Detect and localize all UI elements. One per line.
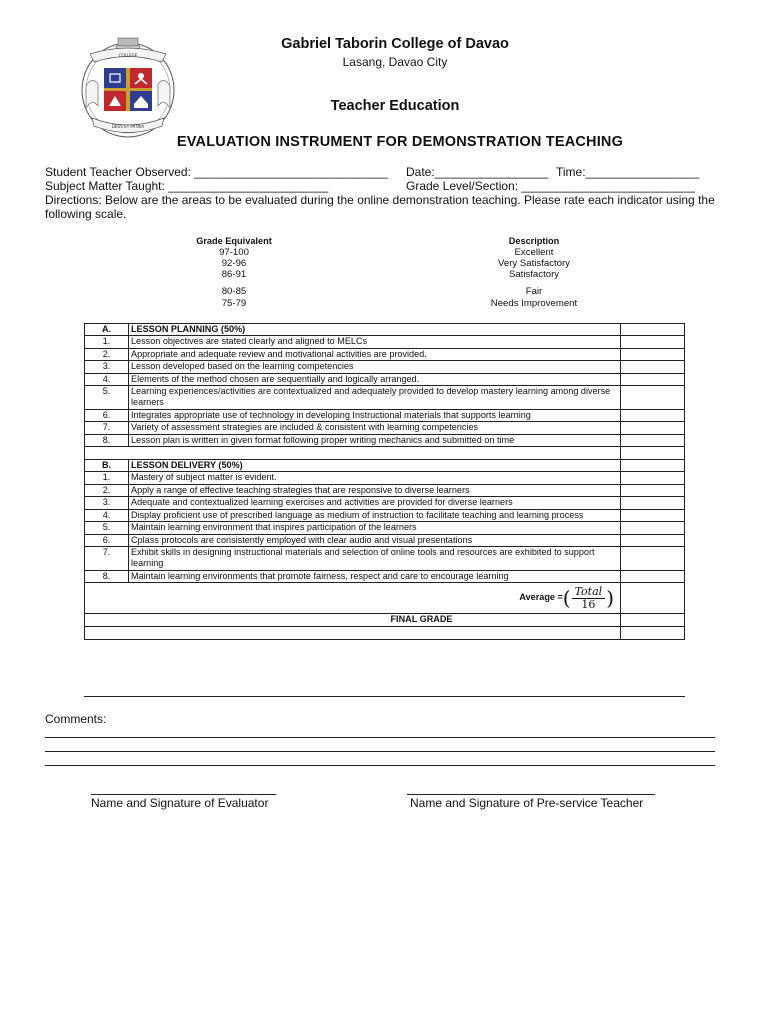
document-title: EVALUATION INSTRUMENT FOR DEMONSTRATION TEACHING bbox=[176, 134, 624, 150]
seal-top-text: COLLEGE bbox=[118, 53, 138, 58]
table-row bbox=[85, 409, 685, 421]
grade-level-field[interactable]: Grade Level/Section: __________________________ bbox=[406, 179, 695, 193]
item-number: 1. bbox=[85, 472, 129, 484]
item-number: 1. bbox=[85, 336, 129, 348]
item-number: 8. bbox=[85, 434, 129, 446]
scale-description: Excellent bbox=[514, 247, 554, 258]
rating-cell[interactable] bbox=[621, 422, 685, 434]
table-row bbox=[85, 472, 685, 484]
comment-line[interactable] bbox=[45, 751, 715, 752]
final-grade-value-cell[interactable] bbox=[621, 614, 685, 626]
rating-cell bbox=[621, 626, 685, 639]
item-number: 6. bbox=[85, 534, 129, 546]
rating-cell[interactable] bbox=[621, 447, 685, 460]
table-row bbox=[85, 422, 685, 434]
evaluator-signature-line[interactable] bbox=[91, 794, 276, 795]
scale-grade: 92-96 bbox=[221, 258, 247, 269]
rating-cell[interactable] bbox=[621, 546, 685, 570]
scale-header-description: Description bbox=[508, 236, 560, 246]
blank-row bbox=[85, 626, 685, 639]
rating-cell[interactable] bbox=[621, 534, 685, 546]
average-label: Average = bbox=[519, 592, 563, 603]
table-row bbox=[85, 434, 685, 446]
scale-grade: 86-91 bbox=[221, 269, 247, 280]
close-paren: ) bbox=[606, 586, 614, 611]
college-seal-logo bbox=[76, 36, 180, 140]
table-row bbox=[85, 336, 685, 348]
table-row bbox=[85, 509, 685, 521]
item-number: 7. bbox=[85, 422, 129, 434]
table-row bbox=[85, 522, 685, 534]
final-grade-row bbox=[85, 614, 685, 626]
rating-cell[interactable] bbox=[621, 522, 685, 534]
open-paren: ( bbox=[562, 586, 571, 611]
item-number: 5. bbox=[85, 386, 129, 410]
table-row bbox=[85, 348, 685, 360]
table-row bbox=[85, 484, 685, 496]
seal-bottom-text: DEUS ET PATRIA bbox=[111, 124, 145, 129]
blank-row bbox=[85, 447, 685, 460]
section-header-lesson-delivery bbox=[85, 460, 685, 472]
item-number: 8. bbox=[85, 570, 129, 582]
rating-cell[interactable] bbox=[621, 409, 685, 421]
average-formula bbox=[519, 586, 614, 611]
average-denominator: 16 bbox=[581, 597, 596, 611]
table-row bbox=[85, 570, 685, 582]
item-text: Lesson plan is written in given format following proper writing mechanics and submitted on time bbox=[129, 434, 621, 446]
item-text: Cplass protocols are consistently employed with clear audio and visual presentations bbox=[129, 534, 621, 546]
rating-cell[interactable] bbox=[621, 460, 685, 472]
section-letter: B. bbox=[85, 460, 129, 472]
section-title: LESSON PLANNING (50%) bbox=[129, 324, 621, 336]
section-letter: A. bbox=[85, 324, 129, 336]
department-name: Teacher Education bbox=[330, 98, 460, 114]
item-text: Integrates appropriate use of technology in developing Instructional materials that supports learning bbox=[129, 409, 621, 421]
college-name: Gabriel Taborin College of Davao bbox=[281, 36, 509, 52]
evaluator-signature-label: Name and Signature of Evaluator bbox=[91, 796, 269, 810]
item-number: 3. bbox=[85, 361, 129, 373]
table-row bbox=[85, 361, 685, 373]
average-fraction bbox=[572, 586, 606, 611]
item-text: Learning experiences/activities are contextualized and adequately provided to develop mastery learning among diverse learners bbox=[129, 386, 621, 410]
item-text: Maintain learning environment that inspires participation of the learners bbox=[129, 522, 621, 534]
rating-cell[interactable] bbox=[621, 348, 685, 360]
scale-description: Fair bbox=[525, 286, 543, 297]
item-text: Maintain learning environments that promote fairness, respect and care to encourage learning bbox=[129, 570, 621, 582]
average-cell bbox=[85, 583, 621, 614]
average-value-cell[interactable] bbox=[621, 583, 685, 614]
scale-header-grade: Grade Equivalent bbox=[196, 236, 272, 246]
rating-cell[interactable] bbox=[621, 386, 685, 410]
rating-cell[interactable] bbox=[621, 361, 685, 373]
date-field[interactable]: Date:_________________ bbox=[406, 165, 549, 179]
table-row bbox=[85, 546, 685, 570]
item-text: Elements of the method chosen are sequentially and logically arranged. bbox=[129, 373, 621, 385]
rating-cell[interactable] bbox=[621, 472, 685, 484]
scale-grade: 75-79 bbox=[221, 298, 247, 309]
item-number: 4. bbox=[85, 373, 129, 385]
rating-cell[interactable] bbox=[621, 434, 685, 446]
section-header-lesson-planning bbox=[85, 324, 685, 336]
average-row bbox=[85, 583, 685, 614]
rating-cell[interactable] bbox=[621, 336, 685, 348]
item-text: Variety of assessment strategies are included & consistent with learning competencies bbox=[129, 422, 621, 434]
item-number: 4. bbox=[85, 509, 129, 521]
scale-grade: 80-85 bbox=[221, 286, 247, 297]
item-text: Lesson developed based on the learning competencies bbox=[129, 361, 621, 373]
rating-cell[interactable] bbox=[621, 324, 685, 336]
rating-cell[interactable] bbox=[621, 570, 685, 582]
time-field[interactable]: Time:_________________ bbox=[556, 165, 700, 179]
college-address: Lasang, Davao City bbox=[342, 55, 448, 69]
scale-description: Very Satisfactory bbox=[498, 258, 570, 269]
item-number: 7. bbox=[85, 546, 129, 570]
scale-grade: 97-100 bbox=[219, 247, 249, 258]
divider-line bbox=[84, 696, 685, 697]
comment-line[interactable] bbox=[45, 765, 715, 766]
preservice-signature-label: Name and Signature of Pre-service Teacher bbox=[410, 796, 644, 810]
comments-label: Comments: bbox=[45, 712, 107, 726]
item-text: Appropriate and adequate review and motivational activities are provided. bbox=[129, 348, 621, 360]
rating-cell[interactable] bbox=[621, 509, 685, 521]
directions-text: Directions: Below are the areas to be evaluated during the online demonstration teaching. Please rate each indicator using the following scale. bbox=[45, 193, 715, 221]
table-row bbox=[85, 386, 685, 410]
table-row bbox=[85, 497, 685, 509]
comment-line[interactable] bbox=[45, 737, 715, 738]
final-grade-label: FINAL GRADE bbox=[85, 614, 621, 626]
item-text: Adequate and contextualized learning exercises and activities are provided for diverse learners bbox=[129, 497, 621, 509]
evaluation-table bbox=[84, 323, 685, 640]
item-text: Display proficient use of prescribed language as medium of instruction to facilitate teaching and learning process bbox=[129, 509, 621, 521]
scale-description: Satisfactory bbox=[508, 269, 560, 280]
student-teacher-field[interactable]: Student Teacher Observed: _____________________________ bbox=[45, 165, 388, 179]
rating-cell[interactable] bbox=[621, 497, 685, 509]
item-number: 3. bbox=[85, 497, 129, 509]
subject-field[interactable]: Subject Matter Taught: ________________________ bbox=[45, 179, 329, 193]
item-number: 5. bbox=[85, 522, 129, 534]
item-number: 6. bbox=[85, 409, 129, 421]
rating-cell[interactable] bbox=[621, 484, 685, 496]
scale-description: Needs Improvement bbox=[490, 298, 578, 309]
table-row bbox=[85, 373, 685, 385]
preservice-signature-line[interactable] bbox=[407, 794, 655, 795]
average-numerator: Total bbox=[572, 586, 606, 599]
item-text: Lesson objectives are stated clearly and aligned to MELCs bbox=[129, 336, 621, 348]
rating-cell[interactable] bbox=[621, 373, 685, 385]
blank-cell bbox=[85, 447, 621, 460]
item-number: 2. bbox=[85, 484, 129, 496]
section-title: LESSON DELIVERY (50%) bbox=[129, 460, 621, 472]
table-row bbox=[85, 534, 685, 546]
item-number: 2. bbox=[85, 348, 129, 360]
item-text: Apply a range of effective teaching strategies that are responsive to diverse learners bbox=[129, 484, 621, 496]
item-text: Exhibit skills in designing instructional materials and selection of online tools and resources are exhibited to support learning bbox=[129, 546, 621, 570]
item-text: Mastery of subject matter is evident. bbox=[129, 472, 621, 484]
blank-cell bbox=[85, 626, 621, 639]
